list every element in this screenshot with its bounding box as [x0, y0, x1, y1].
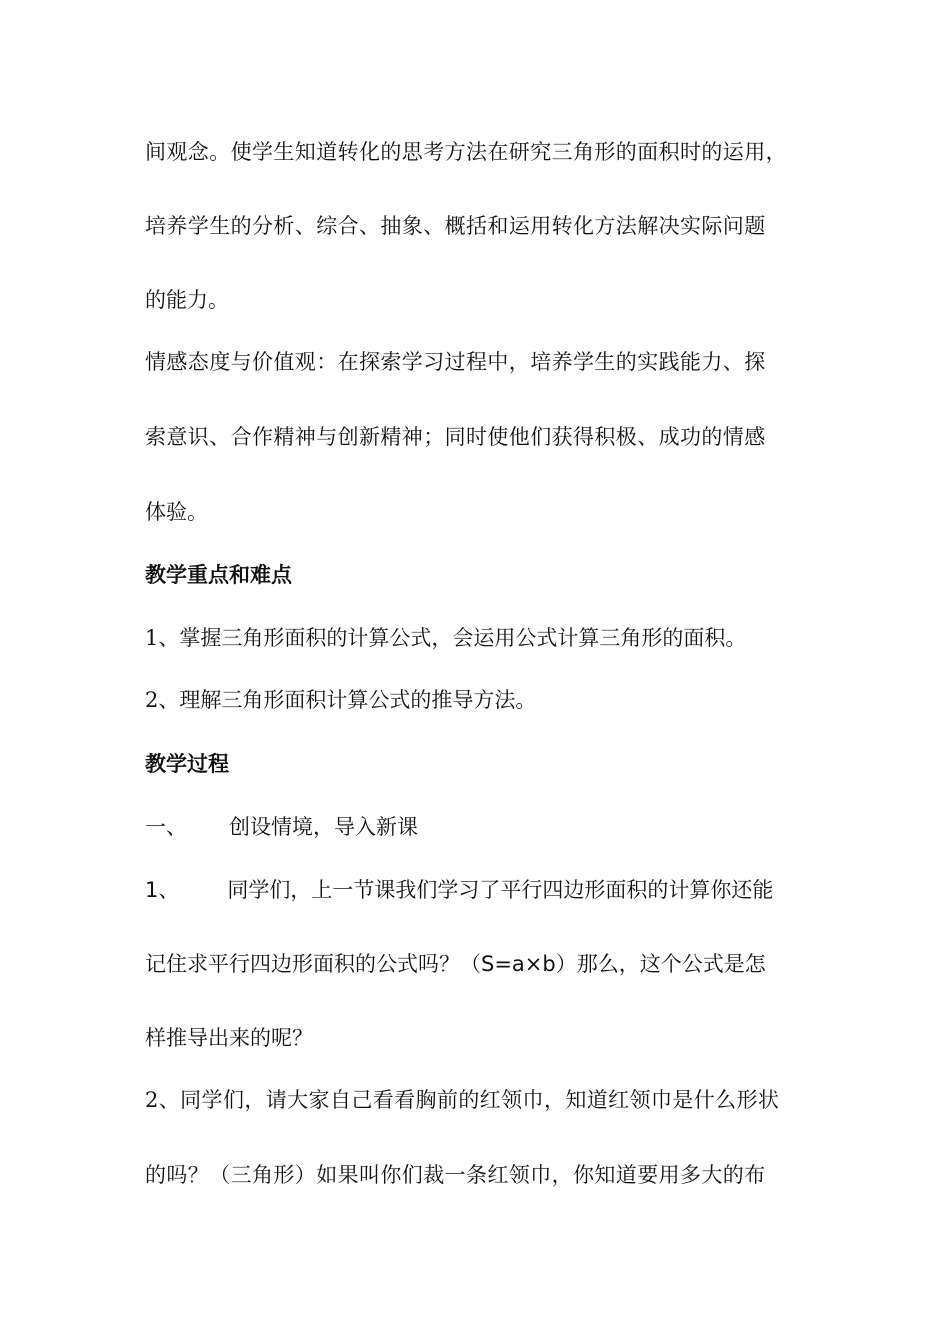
step-one-line: 样推导出来的呢？ — [145, 1026, 313, 1050]
step-text: 记住求平行四边形面积的公式吗？（ — [145, 952, 481, 976]
section-heading-key-points: 教学重点和难点 — [145, 563, 292, 587]
section-marker: 一、 — [145, 815, 187, 839]
paragraph-line: 培养学生的分析、综合、抽象、概括和运用转化方法解决实际问题 — [145, 214, 766, 238]
step-text: ）那么，这个公式是怎 — [555, 952, 766, 976]
section-one-heading — [145, 813, 815, 841]
paragraph-line: 情感态度与价值观：在探索学习过程中，培养学生的实践能力、探 — [145, 350, 766, 374]
step-two-line: 的吗？（三角形）如果叫你们裁一条红领巾，你知道要用多大的布 — [145, 1163, 766, 1187]
key-point-item: 1、掌握三角形面积的计算公式，会运用公式计算三角形的面积。 — [145, 626, 747, 650]
paragraph-line: 间观念。使学生知道转化的思考方法在研究三角形的面积时的运用， — [145, 140, 787, 164]
step-text: 同学们，上一节课我们学习了平行四边形面积的计算你还能 — [227, 878, 774, 902]
paragraph-line: 体验。 — [145, 500, 208, 524]
step-one-line — [145, 950, 815, 978]
step-marker: 1、 — [145, 878, 180, 902]
step-two-line: 2、同学们，请大家自己看看胸前的红领巾，知道红领巾是什么形状 — [145, 1088, 780, 1112]
formula-text: S=a×b — [481, 952, 556, 976]
step-one-line — [145, 876, 815, 904]
section-heading-process: 教学过程 — [145, 752, 229, 776]
key-point-item: 2、理解三角形面积计算公式的推导方法。 — [145, 688, 537, 712]
paragraph-line: 的能力。 — [145, 288, 229, 312]
paragraph-line: 索意识、合作精神与创新精神；同时使他们获得积极、成功的情感 — [145, 425, 766, 449]
section-title: 创设情境，导入新课 — [229, 815, 418, 839]
